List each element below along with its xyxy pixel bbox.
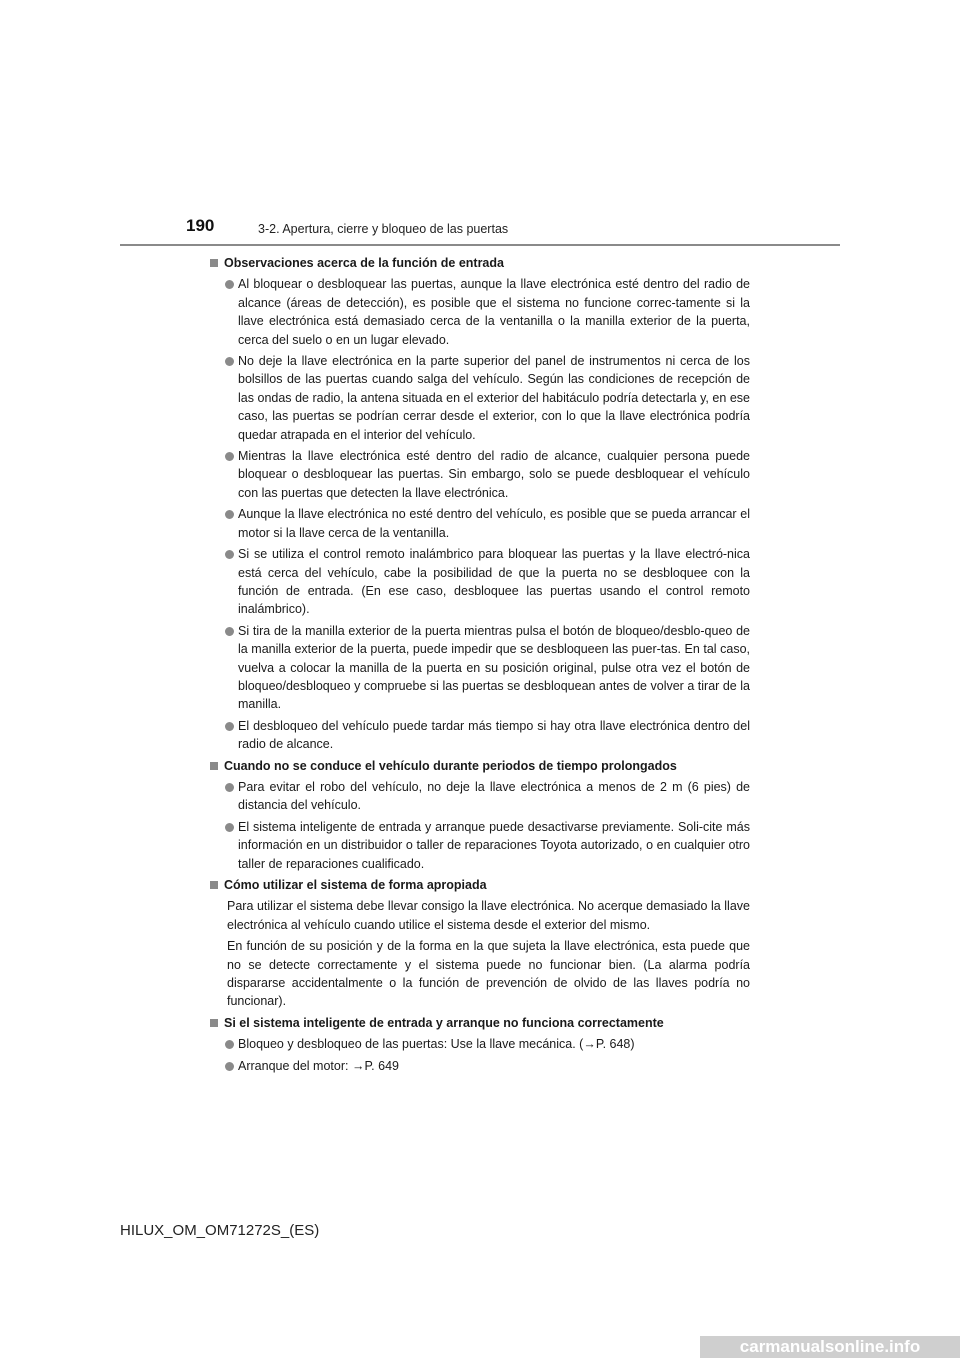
list-item <box>225 622 750 714</box>
section-heading <box>210 254 750 272</box>
list-item-text: El desbloqueo del vehículo puede tardar más tiempo si hay otra llave electrónica dentro del radio de alcance. <box>238 718 750 752</box>
section-proper-use <box>210 876 750 1011</box>
document-code: HILUX_OM_OM71272S_(ES) <box>120 1222 320 1239</box>
paragraph: En función de su posición y de la forma en la que sujeta la llave electrónica, esta puede que no se detecte correctamente y el sistema puede no funcionar bien. (La alarma podría dispararse accidentalmente o la función de prevención de olvido de las llaves podría no funcionar). <box>227 939 750 1009</box>
list-item-text: Arranque del motor: →P. 649 <box>238 1058 399 1073</box>
section-long-periods <box>210 757 750 873</box>
circle-bullet-icon <box>225 627 234 636</box>
section-title: 3-2. Apertura, cierre y bloqueo de las puertas <box>258 222 509 236</box>
page-content <box>210 254 750 1078</box>
square-bullet-icon <box>210 762 218 770</box>
heading-text: Cómo utilizar el sistema de forma apropiada <box>224 878 487 892</box>
page-number: 190 <box>186 216 215 235</box>
list-item-text: Para evitar el robo del vehículo, no deje la llave electrónica a menos de 2 m (6 pies) de distancia del vehículo. <box>238 779 750 813</box>
circle-bullet-icon <box>225 722 234 731</box>
list-item-text: Aunque la llave electrónica no esté dentro del vehículo, es posible que se pueda arrancar el motor si la llave cerca de la ventanilla. <box>238 507 750 540</box>
circle-bullet-icon <box>225 1062 234 1071</box>
heading-text: Si el sistema inteligente de entrada y arranque no funciona correctamente <box>224 1015 664 1030</box>
list-item-text: Si tira de la manilla exterior de la puerta mientras pulsa el botón de bloqueo/desblo-queo de la manilla exterior de la puerta, puede impedir que se desbloqueen las puer-tas. En tal caso, vuelva a colocar la manilla de la puerta en su posición original, pulse otra vez el botón de bloqueo/desbloqueo y compruebe si las puertas se desbloquean antes de volver a tirar de la manilla. <box>238 623 750 712</box>
heading-text: Observaciones acerca de la función de entrada <box>224 256 504 270</box>
circle-bullet-icon <box>225 280 234 289</box>
section-entry-function <box>210 254 750 754</box>
paragraph: Para utilizar el sistema debe llevar consigo la llave electrónica. No acerque demasiado la llave electrónica al vehículo cuando utilice el sistema desde el exterior del mismo. <box>227 899 750 932</box>
section-heading <box>210 1014 750 1032</box>
circle-bullet-icon <box>225 823 234 832</box>
section-malfunction <box>210 1014 750 1075</box>
list-item-text: No deje la llave electrónica en la parte superior del panel de instrumentos ni cerca de los bolsillos de las puertas cuando salga del vehículo. Según las condiciones de recepción de las ondas de radio, la antena situada en el exterior del habitáculo podría detectarla y, en ese caso, las puertas se podrían cerrar desde el exterior, con lo que la llave electrónica podría quedar atrapada en el interior del vehículo. <box>238 354 750 442</box>
square-bullet-icon <box>210 1019 218 1027</box>
heading-text: Cuando no se conduce el vehículo durante periodos de tiempo prolongados <box>224 758 677 773</box>
list-item <box>225 505 750 542</box>
list-item-text: Mientras la llave electrónica esté dentro del radio de alcance, cualquier persona puede bloquear o desbloquear las puertas. Sin embargo, solo se puede desbloquear el vehículo con las puertas que detecten la llave electrónica. <box>238 449 750 500</box>
list-item <box>225 447 750 502</box>
list-item <box>225 275 750 349</box>
circle-bullet-icon <box>225 510 234 519</box>
list-item <box>225 717 750 754</box>
list-item-text: Si se utiliza el control remoto inalámbrico para bloquear las puertas y la llave electró-nica está cerca del vehículo, cabe la posibilidad de que la puerta no se desbloquee con la función de entrada. (En ese caso, desbloquee las puertas usando el control remoto inalámbrico). <box>238 547 750 617</box>
circle-bullet-icon <box>225 452 234 461</box>
list-item <box>225 1035 750 1053</box>
watermark: carmanualsonline.info <box>700 1336 960 1358</box>
section-heading <box>210 757 750 775</box>
list-item-text: Bloqueo y desbloqueo de las puertas: Use la llave mecánica. (→P. 648) <box>238 1037 635 1052</box>
header-divider <box>120 244 840 246</box>
list-item-text: El sistema inteligente de entrada y arranque puede desactivarse previamente. Soli-cite más información en un distribuidor o taller de reparaciones Toyota autorizado, o en cualquier otro taller de reparaciones cualificado. <box>238 819 750 871</box>
list-item-text: Al bloquear o desbloquear las puertas, aunque la llave electrónica esté dentro del radio de alcance (áreas de detección), es posible que el sistema no funcione correc-tamente si la llave electrónica está demasiado cerca de la ventanilla o la manilla exterior de la puerta, cerca del suelo o en un lugar elevado. <box>238 277 750 347</box>
circle-bullet-icon <box>225 550 234 559</box>
list-item <box>225 778 750 815</box>
square-bullet-icon <box>210 259 218 267</box>
circle-bullet-icon <box>225 783 234 792</box>
list-item <box>225 818 750 873</box>
list-item <box>225 1057 750 1075</box>
list-item <box>225 545 750 619</box>
square-bullet-icon <box>210 881 218 889</box>
section-heading <box>210 876 750 894</box>
circle-bullet-icon <box>225 1040 234 1049</box>
list-item <box>225 352 750 444</box>
circle-bullet-icon <box>225 357 234 366</box>
